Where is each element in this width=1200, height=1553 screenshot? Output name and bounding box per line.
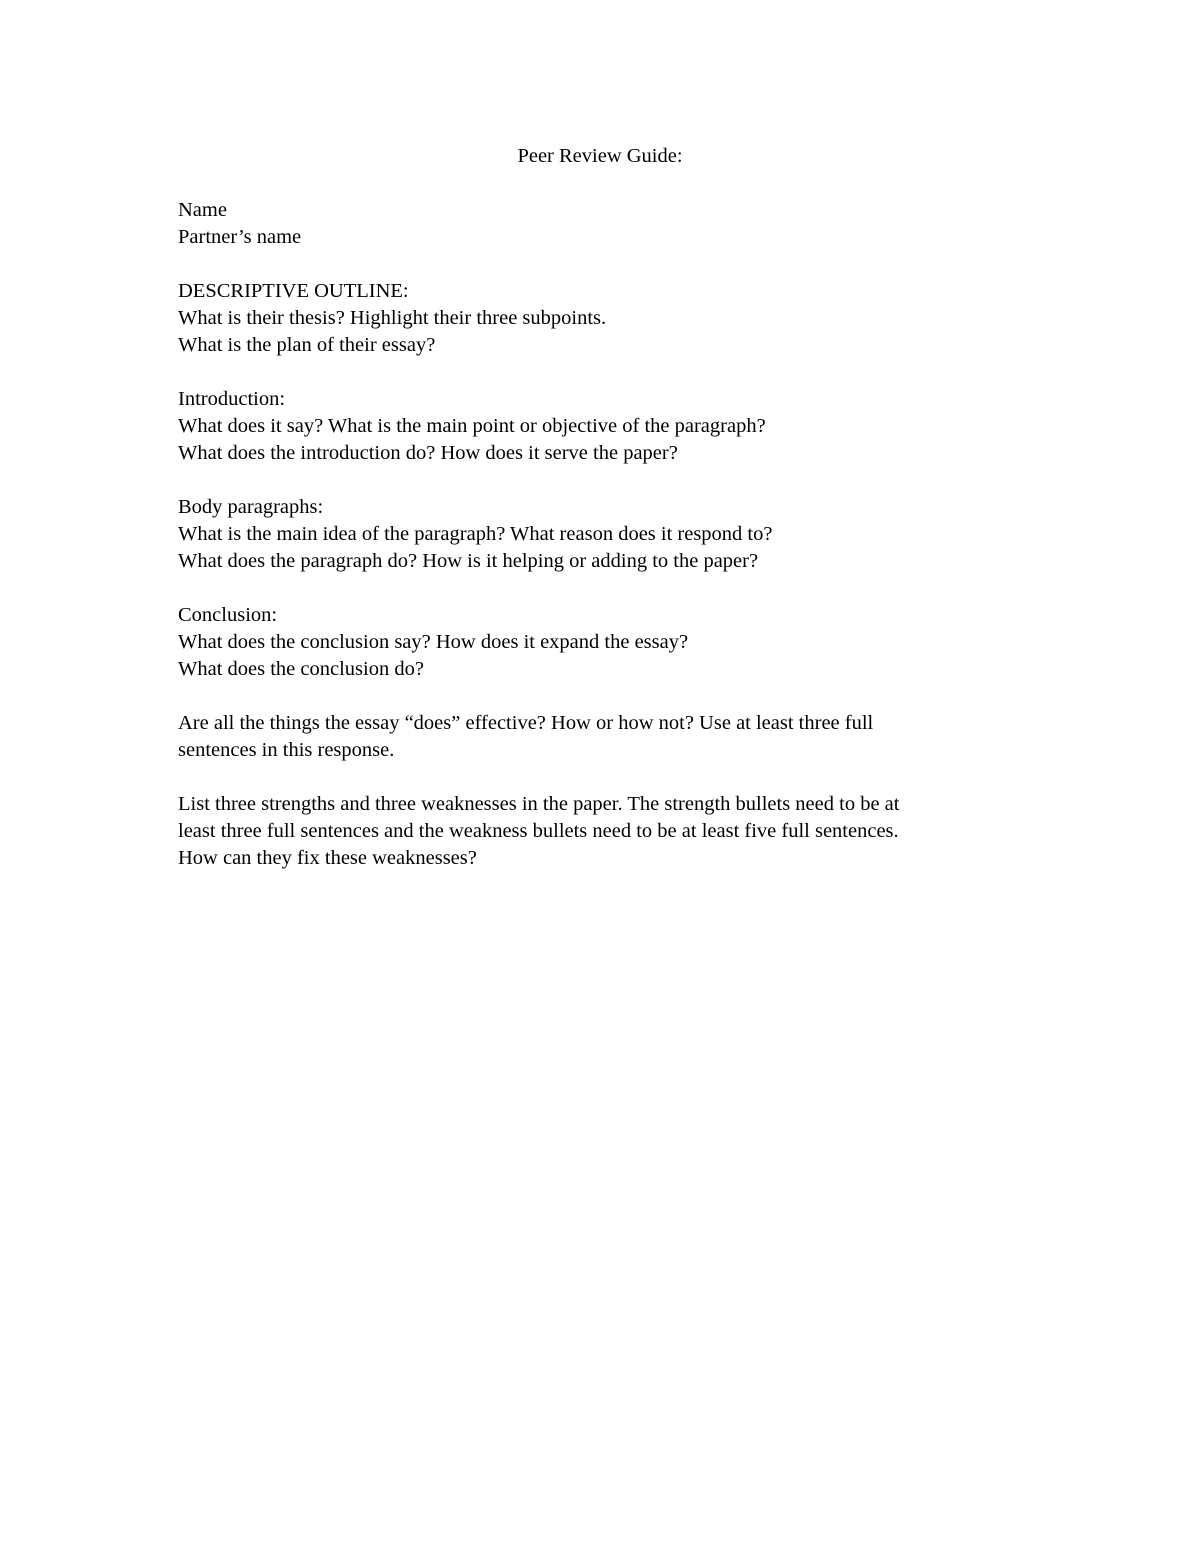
partner-name-label: Partner’s name <box>178 226 302 248</box>
paragraph-gap <box>178 683 1038 710</box>
document-body <box>178 197 1038 872</box>
strengths-weaknesses-line-3: How can they fix these weaknesses? <box>178 847 477 869</box>
introduction-question-2: What does the introduction do? How does it serve the paper? <box>178 442 678 464</box>
body-paragraphs-heading: Body paragraphs: <box>178 496 324 518</box>
outline-question-2: What is the plan of their essay? <box>178 334 436 356</box>
introduction-question-1: What does it say? What is the main point or objective of the paragraph? <box>178 415 766 437</box>
strengths-weaknesses-line-2: least three full sentences and the weakness bullets need to be at least five full sentences. <box>178 820 899 842</box>
outline-question-1: What is their thesis? Highlight their three subpoints. <box>178 307 607 329</box>
paragraph-gap <box>178 359 1038 386</box>
conclusion-heading: Conclusion: <box>178 604 278 626</box>
body-paragraphs-question-2: What does the paragraph do? How is it helping or adding to the paper? <box>178 550 759 572</box>
introduction-heading: Introduction: <box>178 388 286 410</box>
paragraph-gap <box>178 251 1038 278</box>
strengths-weaknesses-line-1: List three strengths and three weaknesses in the paper. The strength bullets need to be at <box>178 793 900 815</box>
effectiveness-line-2: sentences in this response. <box>178 739 395 761</box>
effectiveness-line-1: Are all the things the essay “does” effective? How or how not? Use at least three full <box>178 712 874 734</box>
body-paragraphs-question-1: What is the main idea of the paragraph? What reason does it respond to? <box>178 523 773 545</box>
paragraph-gap <box>178 764 1038 791</box>
conclusion-question-1: What does the conclusion say? How does it expand the essay? <box>178 631 689 653</box>
page-title: Peer Review Guide: <box>517 145 683 167</box>
conclusion-question-2: What does the conclusion do? <box>178 658 424 680</box>
paragraph-gap <box>178 575 1038 602</box>
name-label: Name <box>178 199 227 221</box>
paragraph-gap <box>178 467 1038 494</box>
outline-heading: DESCRIPTIVE OUTLINE: <box>178 280 409 302</box>
